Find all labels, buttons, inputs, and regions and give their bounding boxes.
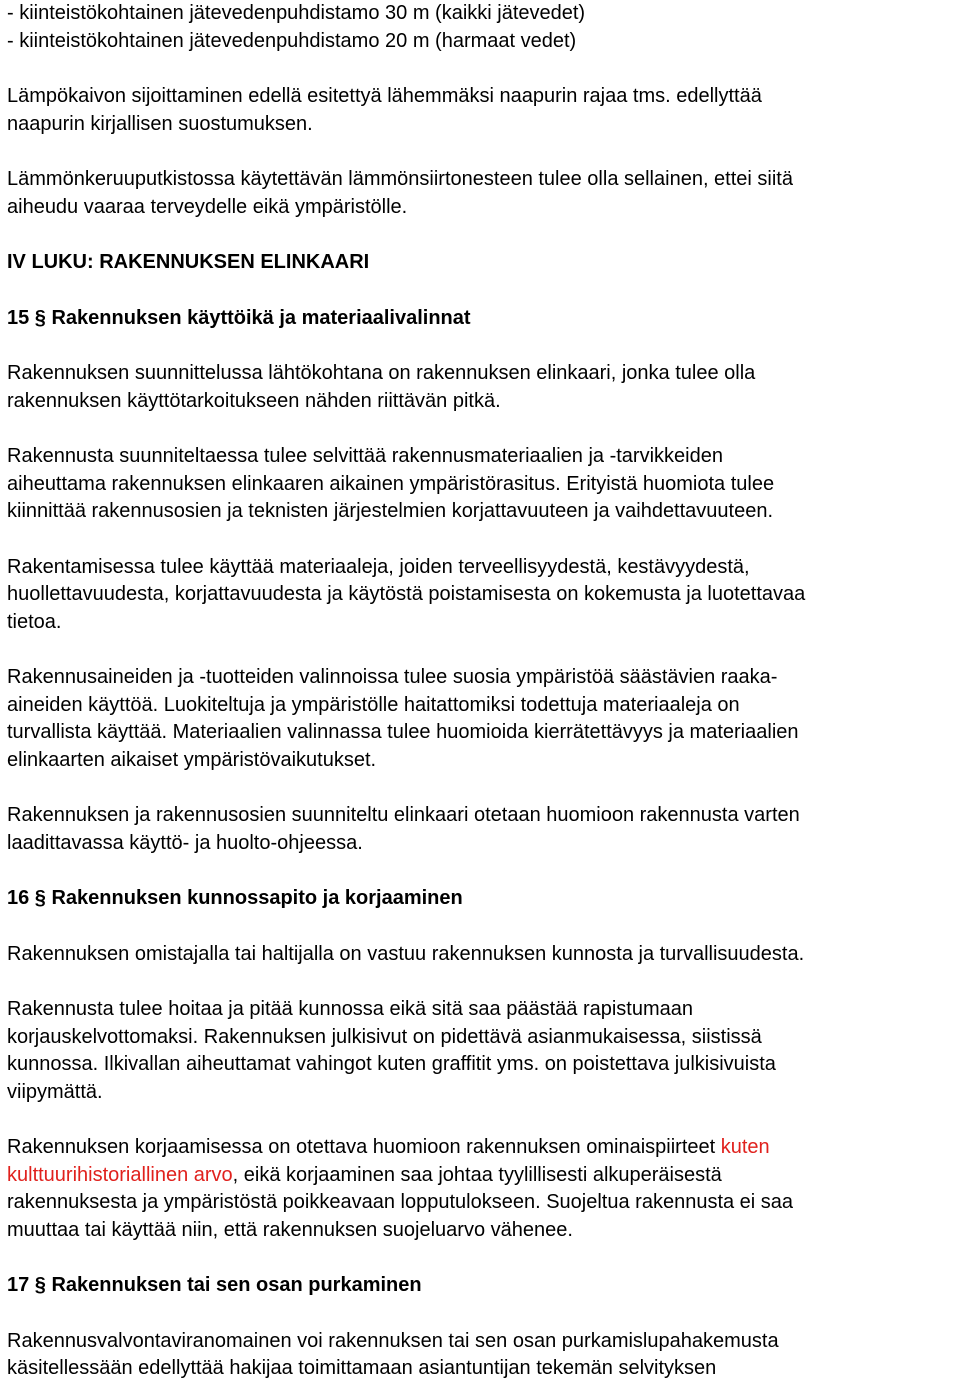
paragraph-1 [7,83,953,138]
text-line: Rakennuksen suunnittelussa lähtökohtana on rakennuksen elinkaari, jonka tulee olla [7,362,756,384]
section-16-heading: 16 § Rakennuksen kunnossapito ja korjaaminen [7,887,463,909]
text-line: turvallista käyttää. Materiaalien valinnassa tulee huomioida kierrätettävyys ja materiaalien [7,721,799,743]
text-line: viipymättä. [7,1080,103,1103]
text-line: Lämmönkeruuputkistossa käytettävän lämmönsiirtonesteen tulee olla sellainen, ettei siitä [7,168,793,190]
text-line: elinkaarten aikaiset ympäristövaikutukset. [7,748,377,771]
text-line: aiheudu vaaraa terveydelle eikä ympäristölle. [7,195,408,218]
paragraph-6 [7,664,953,774]
paragraph-4 [7,443,953,526]
paragraph-2 [7,166,953,221]
text-line: aiheuttama rakennuksen elinkaaren aikainen ympäristörasitus. Erityistä huomiota tulee [7,472,775,495]
text-line: Rakennusvalvontaviranomainen voi rakennuksen tai sen osan purkamislupahakemusta [7,1329,779,1352]
paragraph-11 [7,1328,953,1383]
paragraph-5 [7,554,953,637]
paragraph-7 [7,802,953,857]
text-line [7,1134,953,1162]
section-17-heading: 17 § Rakennuksen tai sen osan purkaminen [7,1274,422,1296]
text-line: tietoa. [7,610,62,633]
text-segment: Rakennuksen korjaamisessa on otettava huomioon rakennuksen ominaispiirteet [7,1136,721,1158]
list-top [7,0,953,55]
text-line: Lämpökaivon sijoittaminen edellä esitettyä lähemmäksi naapurin rajaa tms. edellyttää [7,85,762,107]
paragraph-9 [7,996,953,1106]
text-line: Rakennusta tulee hoitaa ja pitää kunnossa eikä sitä saa päästää rapistumaan [7,998,694,1020]
paragraph-8 [7,941,953,969]
highlighted-text: kulttuurihistoriallinen arvo [7,1163,233,1186]
text-line: käsitellessään edellyttää hakijaa toimittamaan asiantuntijan tekemän selvityksen [7,1357,717,1379]
text-segment: , eikä korjaaminen saa johtaa tyylillisesti alkuperäisestä [232,1163,722,1186]
text-line: kunnossa. Ilkivallan aiheuttamat vahingot kuten graffitit yms. on poistettava julkisivuista [7,1053,776,1075]
text-line: korjauskelvottomaksi. Rakennuksen julkisivut on pidettävä asianmukaisessa, siistissä [7,1025,762,1048]
list-item: - kiinteistökohtainen jätevedenpuhdistamo 30 m (kaikki jätevedet) [7,2,586,24]
text-line: Rakentamisessa tulee käyttää materiaaleja, joiden terveellisyydestä, kestävyydestä, [7,555,750,578]
text-line: huollettavuudesta, korjattavuudesta ja käytöstä poistamisesta on kokemusta ja luotettavaa [7,583,806,605]
text-line: Rakennusaineiden ja -tuotteiden valinnoissa tulee suosia ympäristöä säästävien raaka- [7,666,778,688]
text-line: muuttaa tai käyttää niin, että rakennuksen suojeluarvo vähenee. [7,1218,573,1241]
text-line: rakennuksen käyttötarkoitukseen nähden riittävän pitkä. [7,389,501,412]
text-line: Rakennusta suunniteltaessa tulee selvittää rakennusmateriaalien ja -tarvikkeiden [7,445,723,467]
text-line: Rakennuksen ja rakennusosien suunniteltu elinkaari otetaan huomioon rakennusta varten [7,804,800,826]
chapter-heading: IV LUKU: RAKENNUKSEN ELINKAARI [7,251,370,273]
text-line: kiinnittää rakennusosien ja teknisten järjestelmien korjattavuuteen ja vaihdettavuuteen. [7,500,774,522]
text-line [7,1162,953,1190]
text-line: naapurin kirjallisen suostumuksen. [7,112,313,135]
list-item: - kiinteistökohtainen jätevedenpuhdistamo 20 m (harmaat vedet) [7,29,577,52]
text-line: Rakennuksen omistajalla tai haltijalla on vastuu rakennuksen kunnosta ja turvallisuudesta. [7,942,805,965]
text-line: rakennuksesta ja ympäristöstä poikkeavaan lopputulokseen. Suojeltua rakennusta ei saa [7,1191,794,1213]
section-15-heading: 15 § Rakennuksen käyttöikä ja materiaalivalinnat [7,306,471,329]
text-line: aineiden käyttöä. Luokiteltuja ja ympäristölle haitattomiksi todettuja materiaaleja on [7,693,740,716]
paragraph-10 [7,1134,953,1244]
text-line: laadittavassa käyttö- ja huolto-ohjeessa. [7,831,363,854]
paragraph-3 [7,360,953,415]
highlighted-text: kuten [720,1136,770,1158]
